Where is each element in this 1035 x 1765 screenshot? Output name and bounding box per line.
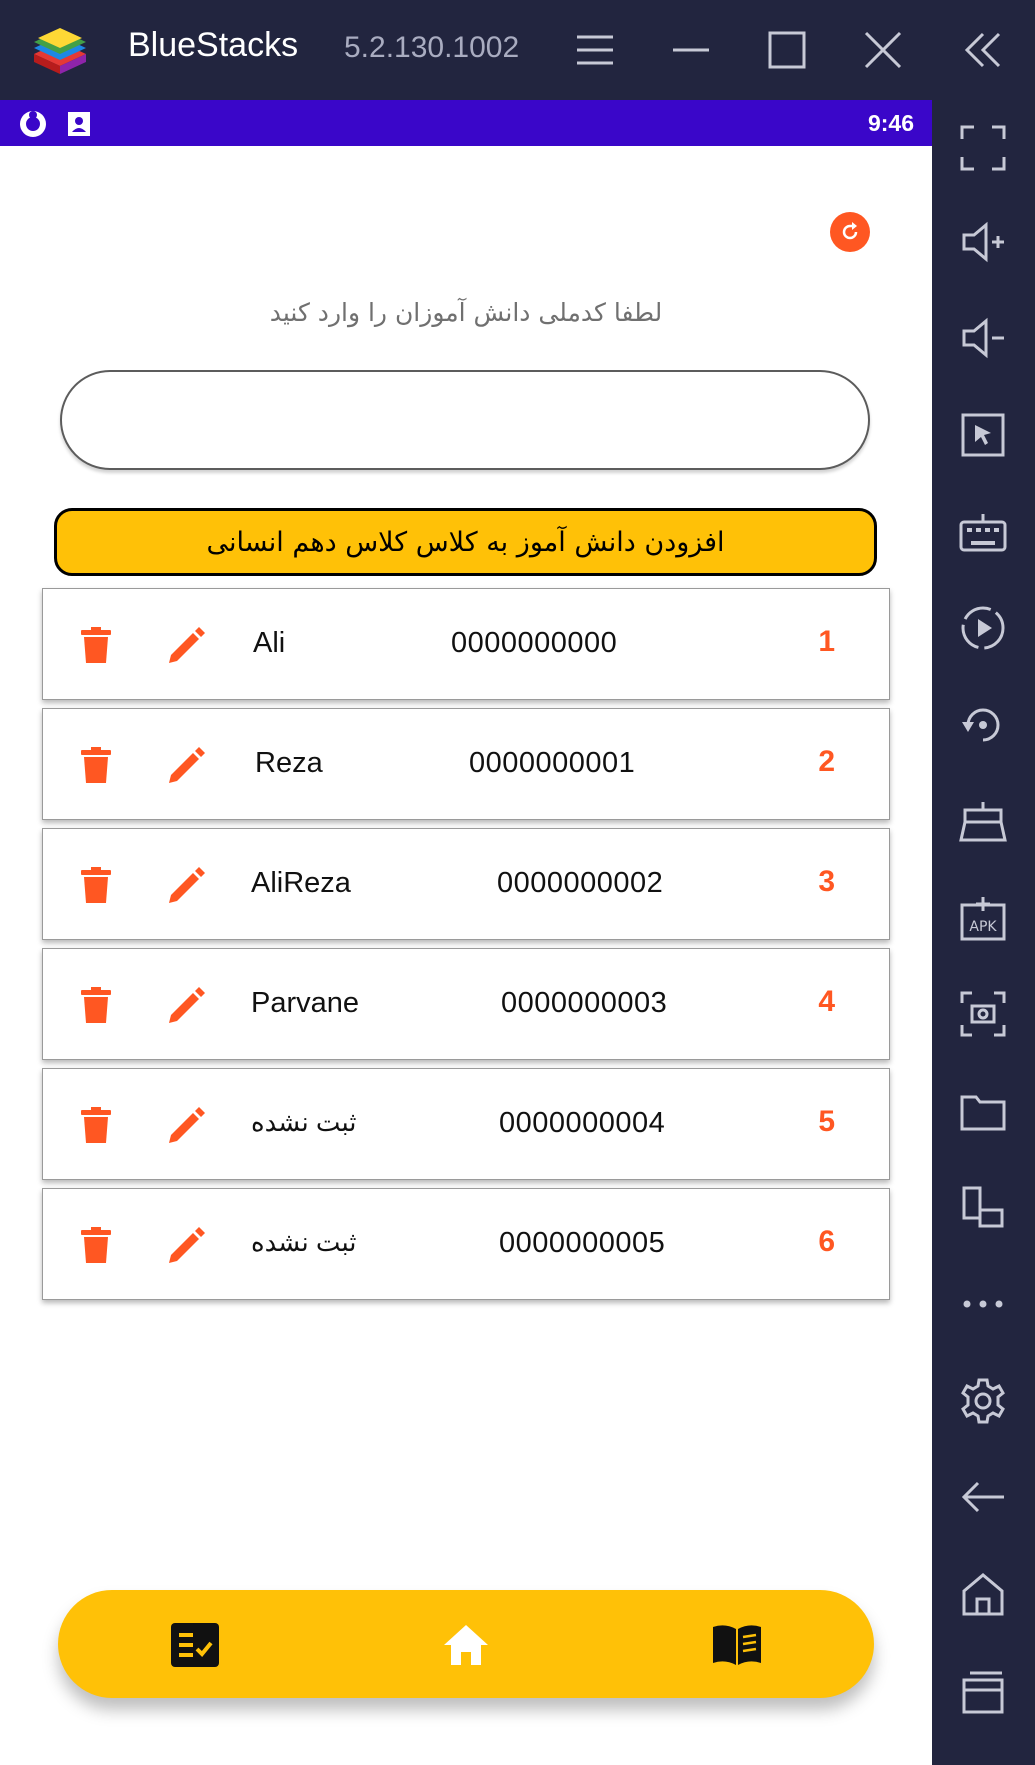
fullscreen-icon: [960, 125, 1006, 171]
student-row: [42, 1068, 890, 1180]
menu-button[interactable]: [567, 22, 623, 78]
folder-button[interactable]: [952, 1080, 1014, 1142]
national-code-input[interactable]: [60, 370, 870, 470]
student-index: 2: [818, 745, 835, 778]
pointer-button[interactable]: [952, 404, 1014, 466]
edit-icon[interactable]: [167, 867, 205, 905]
volume-down-button[interactable]: [952, 307, 1014, 369]
student-national-code: 0000000002: [497, 867, 664, 899]
recent-apps-icon: [960, 1668, 1006, 1714]
refresh-button[interactable]: [830, 212, 870, 252]
game-controls-button[interactable]: [952, 791, 1014, 853]
delete-icon[interactable]: [79, 1227, 113, 1263]
settings-icon: [959, 1377, 1007, 1425]
student-name: ثبت نشده: [251, 1227, 357, 1257]
student-national-code: 0000000001: [469, 747, 636, 779]
delete-icon[interactable]: [79, 1107, 113, 1143]
window-titlebar: [0, 0, 1035, 100]
student-index: 5: [818, 1105, 835, 1138]
recent-apps-button[interactable]: [952, 1660, 1014, 1722]
book-icon: [711, 1623, 763, 1667]
student-name: Ali: [253, 627, 286, 659]
close-icon: [863, 30, 903, 70]
edit-icon[interactable]: [167, 627, 205, 665]
svg-text:APK: APK: [969, 919, 997, 935]
student-name: ثبت نشده: [251, 1107, 357, 1137]
student-national-code: 0000000000: [451, 627, 618, 659]
rotate-button[interactable]: [952, 694, 1014, 756]
delete-icon[interactable]: [79, 987, 113, 1023]
home-button[interactable]: [952, 1563, 1014, 1625]
student-name: Reza: [255, 747, 323, 779]
minimize-button[interactable]: [663, 22, 719, 78]
app-title: BlueStacks: [128, 26, 299, 64]
menu-icon: [575, 33, 615, 67]
home-icon: [442, 1623, 490, 1667]
app-version: 5.2.130.1002: [344, 31, 520, 64]
game-controls-icon: [959, 800, 1007, 844]
student-name: AliReza: [251, 867, 351, 899]
delete-icon[interactable]: [79, 867, 113, 903]
edit-icon[interactable]: [167, 987, 205, 1025]
volume-up-icon: [960, 219, 1006, 265]
screenshot-button[interactable]: [952, 983, 1014, 1045]
nav-checklist-button[interactable]: [168, 1618, 222, 1672]
pointer-icon: [961, 413, 1005, 457]
install-apk-icon: [960, 895, 1006, 941]
multi-instance-icon: [960, 1184, 1006, 1230]
refresh-icon: [838, 220, 862, 244]
keyboard-button[interactable]: [952, 501, 1014, 563]
maximize-button[interactable]: [759, 22, 815, 78]
more-icon: [961, 1299, 1005, 1309]
bottom-navigation: [58, 1590, 874, 1698]
back-button[interactable]: [952, 1466, 1014, 1528]
checklist-icon: [171, 1623, 219, 1667]
back-icon: [960, 1479, 1006, 1515]
macro-play-button[interactable]: [952, 597, 1014, 659]
collapse-sidebar-icon: [963, 32, 1003, 68]
edit-icon[interactable]: [167, 1227, 205, 1265]
minimize-icon: [671, 47, 711, 53]
status-time: 9:46: [867, 110, 914, 136]
student-index: 3: [818, 865, 835, 898]
nav-home-button[interactable]: [439, 1618, 493, 1672]
student-index: 1: [818, 625, 835, 658]
student-name: Parvane: [251, 987, 360, 1019]
rotate-icon: [960, 702, 1006, 748]
bluestacks-logo: [28, 24, 92, 80]
student-row: [42, 828, 890, 940]
student-row: [42, 1188, 890, 1300]
national-code-prompt: لطفا کدملی دانش آموزان را وارد کنید: [269, 298, 663, 327]
install-apk-button[interactable]: [952, 887, 1014, 949]
student-row: [42, 948, 890, 1060]
multi-instance-button[interactable]: [952, 1176, 1014, 1238]
maximize-icon: [768, 31, 806, 69]
settings-button[interactable]: [952, 1370, 1014, 1432]
student-national-code: 0000000005: [499, 1227, 666, 1259]
fullscreen-button[interactable]: [952, 117, 1014, 179]
collapse-sidebar-button[interactable]: [955, 22, 1011, 78]
bluestacks-sidebar: [932, 100, 1035, 1765]
android-screen: [0, 100, 932, 1765]
keyboard-icon: [959, 512, 1007, 552]
student-index: 4: [818, 985, 835, 1018]
close-button[interactable]: [855, 22, 911, 78]
more-button[interactable]: [952, 1273, 1014, 1335]
edit-icon[interactable]: [167, 747, 205, 785]
student-national-code: 0000000003: [501, 987, 668, 1019]
volume-down-icon: [960, 315, 1006, 361]
student-index: 6: [818, 1225, 835, 1258]
macro-play-icon: [960, 605, 1006, 651]
status-bar: [0, 100, 932, 146]
contact-notification-icon: [64, 109, 94, 139]
app-notification-icon: [18, 109, 48, 139]
add-student-button[interactable]: افزودن دانش آموز به کلاس کلاس دهم انسانی: [54, 508, 877, 576]
volume-up-button[interactable]: [952, 211, 1014, 273]
home-icon: [960, 1571, 1006, 1617]
nav-book-button[interactable]: [710, 1618, 764, 1672]
student-list: [42, 588, 890, 1308]
folder-icon: [960, 1091, 1006, 1131]
student-row: [42, 708, 890, 820]
delete-icon[interactable]: [79, 627, 113, 663]
student-row: [42, 588, 890, 700]
student-national-code: 0000000004: [499, 1107, 666, 1139]
screenshot-icon: [960, 991, 1006, 1037]
delete-icon[interactable]: [79, 747, 113, 783]
edit-icon[interactable]: [167, 1107, 205, 1145]
